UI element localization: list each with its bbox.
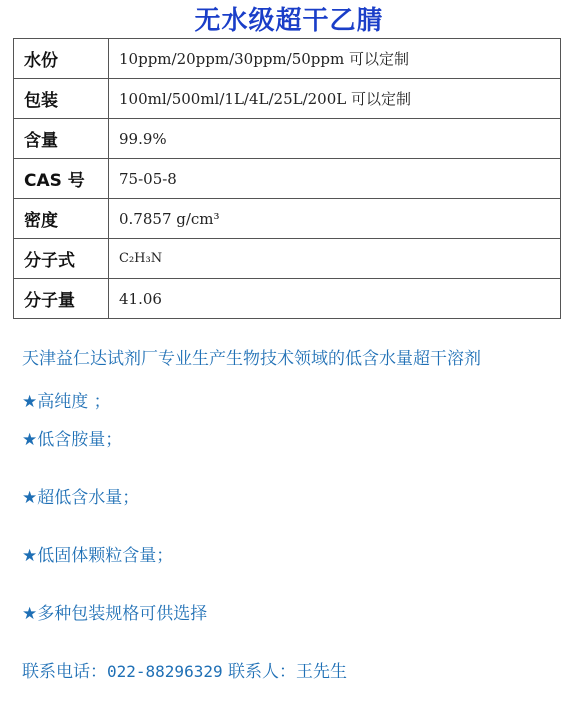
spec-table xyxy=(13,38,561,319)
contact-line xyxy=(22,661,347,683)
star-icon: ★ xyxy=(22,392,38,412)
feature-text: 低固体颗粒含量； xyxy=(37,546,174,566)
spec-value-weight: 41.06 xyxy=(109,279,561,319)
contact-person: 王先生 xyxy=(296,662,347,682)
star-icon: ★ xyxy=(22,546,38,566)
spec-label-weight: 分子量 xyxy=(14,279,109,319)
spec-value-water: 10ppm/20ppm/30ppm/50ppm 可以定制 xyxy=(109,39,561,79)
feature-item xyxy=(22,429,122,451)
star-icon: ★ xyxy=(22,488,38,508)
spec-label-cas: CAS 号 xyxy=(14,159,109,199)
spec-label-formula: 分子式 xyxy=(14,239,109,279)
spec-value-purity: 99.9% xyxy=(109,119,561,159)
feature-text: 高纯度 ； xyxy=(37,392,111,412)
table-row xyxy=(14,239,561,279)
phone-label: 联系电话： xyxy=(22,662,107,682)
spec-label-package: 包装 xyxy=(14,79,109,119)
feature-item xyxy=(22,545,173,567)
spec-value-density: 0.7857 g/cm³ xyxy=(109,199,561,239)
intro-text: 天津益仁达试剂厂专业生产生物技术领域的低含水量超干溶剂 xyxy=(22,349,481,369)
feature-item xyxy=(22,391,111,413)
table-row xyxy=(14,279,561,319)
table-row xyxy=(14,79,561,119)
star-icon: ★ xyxy=(22,430,38,450)
spec-value-cas: 75-05-8 xyxy=(109,159,561,199)
feature-text: 低含胺量； xyxy=(37,430,123,450)
table-row xyxy=(14,159,561,199)
spec-label-water: 水份 xyxy=(14,39,109,79)
person-label: 联系人： xyxy=(228,662,296,682)
feature-item xyxy=(22,603,207,625)
page-title: 无水级超干乙腈 xyxy=(194,6,384,36)
spec-label-density: 密度 xyxy=(14,199,109,239)
spec-value-formula: C₂H₃N xyxy=(109,239,561,279)
table-row xyxy=(14,199,561,239)
star-icon: ★ xyxy=(22,604,38,624)
feature-text: 多种包装规格可供选择 xyxy=(37,604,208,624)
spec-label-purity: 含量 xyxy=(14,119,109,159)
feature-item xyxy=(22,487,139,509)
spec-value-package: 100ml/500ml/1L/4L/25L/200L 可以定制 xyxy=(109,79,561,119)
phone-number: 022-88296329 xyxy=(107,662,223,681)
feature-text: 超低含水量； xyxy=(37,488,140,508)
table-row xyxy=(14,39,561,79)
table-row xyxy=(14,119,561,159)
